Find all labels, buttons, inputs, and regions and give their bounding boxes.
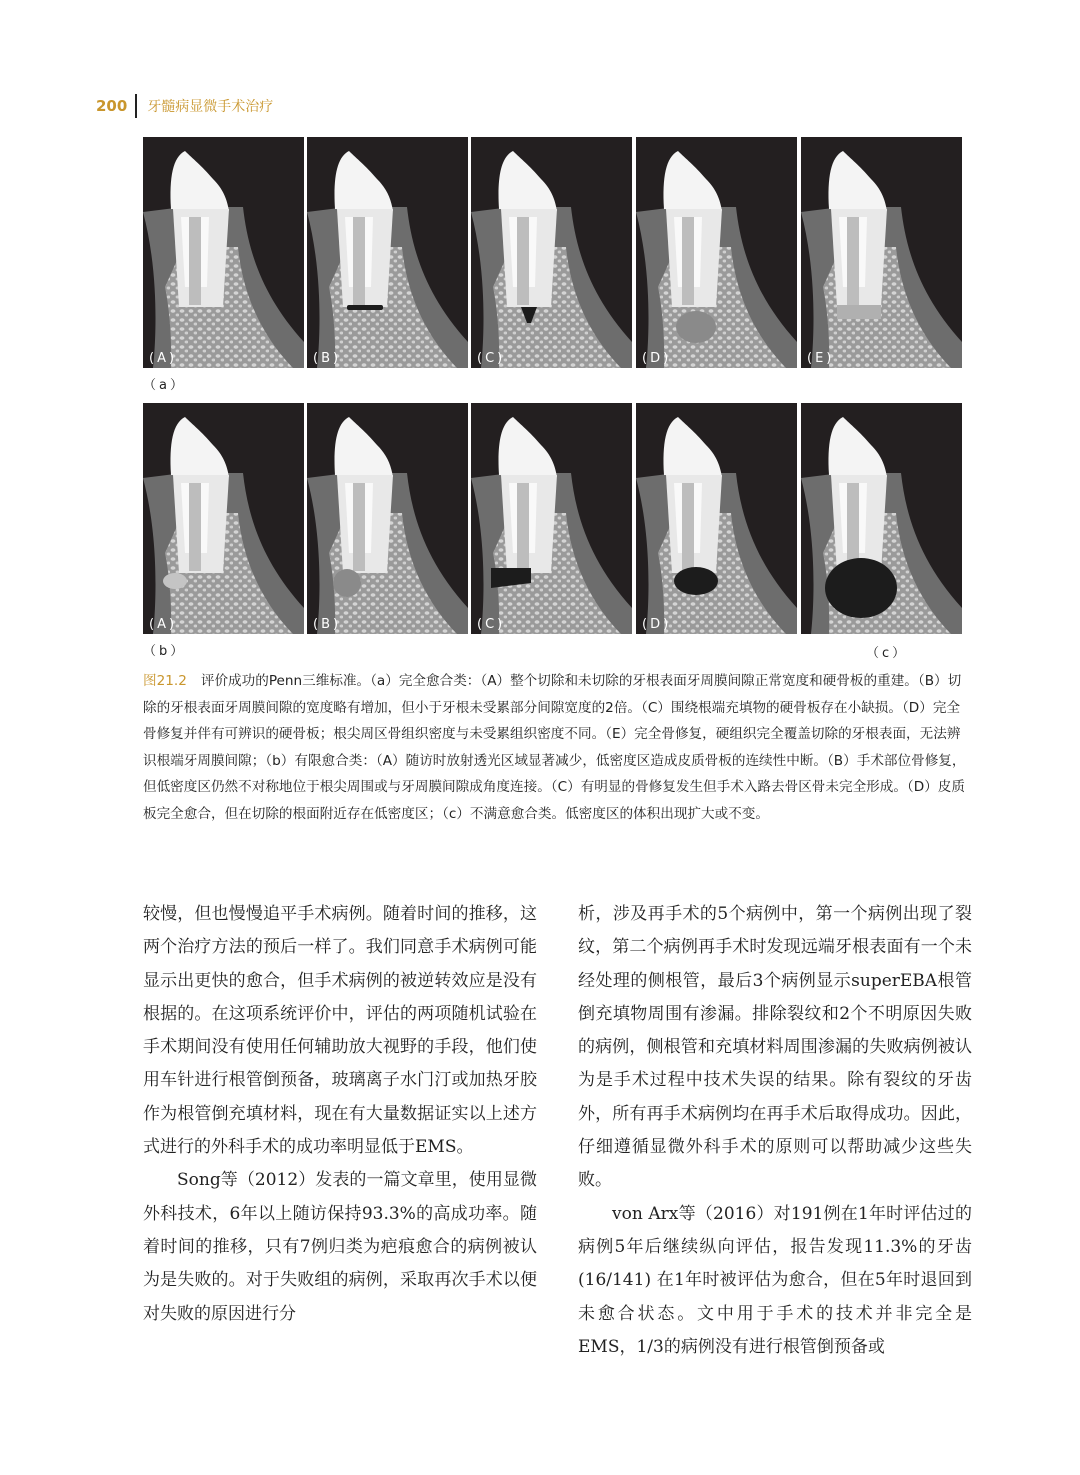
tooth-crown bbox=[829, 417, 887, 477]
panel-a-A bbox=[143, 137, 304, 368]
tooth-crown bbox=[664, 417, 722, 477]
row-label-b: （b） bbox=[143, 644, 187, 659]
panel-label: (D) bbox=[642, 617, 672, 632]
panel-a-E bbox=[801, 137, 962, 368]
panel-label: (D) bbox=[642, 351, 672, 366]
root-canal bbox=[517, 483, 529, 571]
panel-c bbox=[801, 403, 962, 634]
lesion-area bbox=[825, 558, 897, 618]
page-number: 200 bbox=[96, 97, 128, 115]
tooth-crown bbox=[171, 151, 229, 211]
root-canal bbox=[353, 217, 365, 305]
root-canal bbox=[847, 217, 859, 305]
paragraph: Song等（2012）发表的一篇文章里，使用显微外科技术，6年以上随访保持93.3%的高成功率。随着时间的推移，只有7例归类为疤痕愈合的病例被认为是失败的。对于失败组的病例，采取再次手术以便对失败的原因进行分 bbox=[143, 1170, 537, 1324]
low-density-area bbox=[674, 567, 718, 595]
body-column-left bbox=[143, 898, 537, 1331]
book-title: 牙髓病显微手术治疗 bbox=[147, 99, 274, 115]
pdl-space bbox=[347, 305, 383, 310]
panel-label: (C) bbox=[477, 617, 506, 632]
panel-b-B bbox=[307, 403, 468, 634]
tooth-crown bbox=[335, 151, 393, 211]
panel-a-D bbox=[636, 137, 797, 368]
root-canal bbox=[847, 483, 859, 571]
radiograph-illustration bbox=[636, 137, 797, 368]
root-canal bbox=[682, 483, 694, 571]
radiograph-illustration bbox=[471, 137, 632, 368]
paragraph: 较慢，但也慢慢追平手术病例。随着时间的推移，这两个治疗方法的预后一样了。我们同意手术病例可能显示出更快的愈合，但手术病例的被逆转效应是没有根据的。在这项系统评价中，评估的两项随机试验在手术期间没有使用任何辅助放大视野的手段，他们使用车针进行根管倒预备，玻璃离子水门汀或加热牙胶作为根管倒充填材料，现在有大量数据证实以上述方式进行的外科手术的成功率明显低于EMS。 bbox=[143, 904, 537, 1158]
caption-label: 图21.2 bbox=[143, 673, 187, 689]
radiograph-illustration bbox=[801, 137, 962, 368]
panel-a-C bbox=[471, 137, 632, 368]
root-canal bbox=[353, 483, 365, 571]
caption-text: 评价成功的Penn三维标准。（a）完全愈合类：（A）整个切除和未切除的牙根表面牙周膜间隙正常宽度和硬骨板的重建。（B）切除的牙根表面牙周膜间隙的宽度略有增加，但小于牙根未受累部分间隙宽度的2倍。（C）围绕根端充填物的硬骨板存在小缺损。（D）完全骨修复并伴有可辨识的硬骨板；根尖周区骨组织密度与未受累组织密度不同。（E）完全骨修复，硬组织完全覆盖切除的牙根表面，无法辨识根端牙周膜间隙；（b）有限愈合类：（A）随访时放射透光区域显著减少，低密度区造成皮质骨板的连续性中断。（B）手术部位骨修复，但低密度区仍然不对称地位于根尖周围或与牙周膜间隙成角度连接。（C）有明显的骨修复发生但手术入路去骨区骨未完全形成。（D）皮质板完全愈合，但在切除的根面附近存在低密度区；（c）不满意愈合类。低密度区的体积出现扩大或不变。 bbox=[143, 673, 966, 822]
radiograph-illustration bbox=[801, 403, 962, 634]
root-canal bbox=[189, 483, 201, 571]
radiograph-illustration bbox=[636, 403, 797, 634]
row-label-a: （a） bbox=[143, 378, 186, 393]
row-label-c: （c） bbox=[866, 646, 909, 661]
tooth-crown bbox=[335, 417, 393, 477]
radiograph-illustration bbox=[307, 137, 468, 368]
panel-b-A bbox=[143, 403, 304, 634]
radiograph-illustration bbox=[143, 403, 304, 634]
panel-label: (E) bbox=[807, 351, 835, 366]
density-area bbox=[676, 311, 716, 343]
root-canal bbox=[517, 217, 529, 305]
panel-label: (B) bbox=[313, 617, 342, 632]
radiograph-illustration bbox=[143, 137, 304, 368]
panel-b-C bbox=[471, 403, 632, 634]
root-canal bbox=[682, 217, 694, 305]
tooth-crown bbox=[171, 417, 229, 477]
header-divider bbox=[135, 94, 137, 118]
panel-label: (B) bbox=[313, 351, 342, 366]
panel-label: (A) bbox=[149, 351, 178, 366]
tooth-crown bbox=[829, 151, 887, 211]
tooth-crown bbox=[664, 151, 722, 211]
panel-b-D bbox=[636, 403, 797, 634]
tooth-crown bbox=[499, 151, 557, 211]
figure-caption bbox=[143, 668, 971, 828]
panel-label: (A) bbox=[149, 617, 178, 632]
low-density-area bbox=[333, 569, 361, 597]
root-canal bbox=[189, 217, 201, 305]
panel-a-B bbox=[307, 137, 468, 368]
hard-tissue-cover bbox=[837, 305, 881, 319]
running-header bbox=[96, 92, 273, 120]
paragraph: von Arx等（2016）对191例在1年时评估过的病例5年后继续纵向评估，报告发现11.3%的牙齿 (16/141) 在1年时被评估为愈合，但在5年时退回到未愈合状态。文中用于手术的技术并非完全是EMS，1/3的病例没有进行根管倒预备或 bbox=[578, 1203, 972, 1357]
panel-label: (C) bbox=[477, 351, 506, 366]
paragraph: 析，涉及再手术的5个病例中，第一个病例出现了裂纹，第二个病例再手术时发现远端牙根表面有一个未经处理的侧根管，最后3个病例显示superEBA根管倒充填物周围有渗漏。排除裂纹和2个不明原因失败的病例，侧根管和充填材料周围渗漏的失败病例被认为是手术过程中技术失误的结果。除有裂纹的牙齿外，所有再手术病例均在再手术后取得成功。因此，仔细遵循显微外科手术的原则可以帮助减少这些失败。 bbox=[578, 904, 972, 1191]
tooth-crown bbox=[499, 417, 557, 477]
radiolucent-area bbox=[163, 573, 187, 589]
radiograph-illustration bbox=[307, 403, 468, 634]
body-column-right bbox=[578, 898, 972, 1364]
radiograph-illustration bbox=[471, 403, 632, 634]
